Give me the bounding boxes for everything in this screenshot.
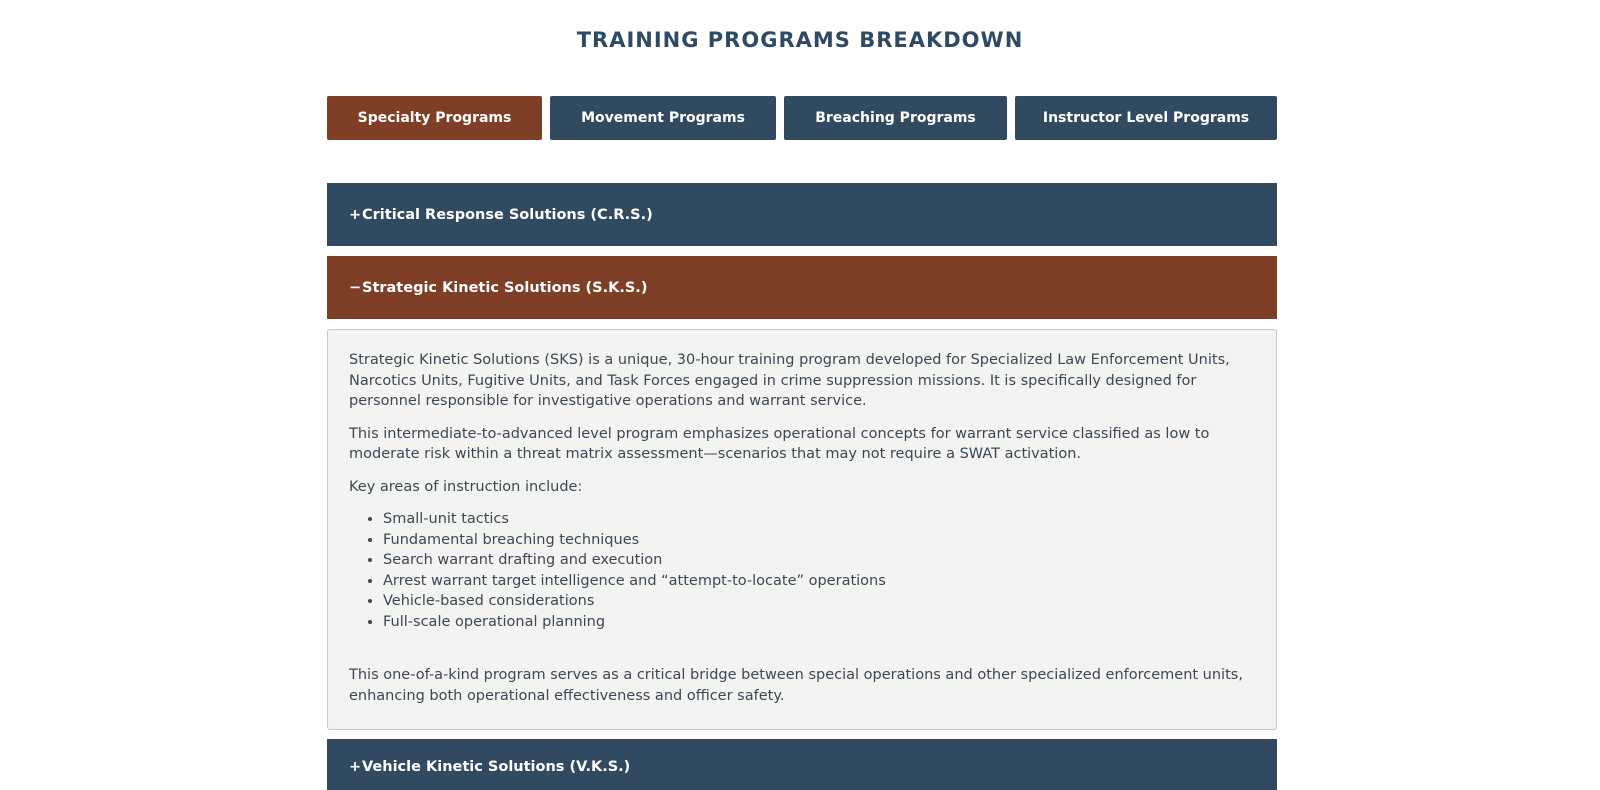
sks-closing-paragraph: This one-of-a-kind program serves as a critical bridge between special operations and other specialized enforcement units, enhancing both operational effectiveness and officer safety. — [349, 667, 1243, 704]
instruction-areas-list — [349, 509, 1244, 632]
sks-description-paragraph: Strategic Kinetic Solutions (SKS) is a unique, 30-hour training program developed for Specialized Law Enforcement Units, Narcotics Units, Fugitive Units, and Task Forces engaged in crime suppression missions. It is specifically designed for personnel responsible for investigative operations and warrant service. — [349, 352, 1230, 409]
tab-breaching-programs[interactable]: Breaching Programs — [784, 96, 1007, 140]
list-item: • Vehicle-based considerations — [383, 591, 1244, 612]
accordion-header-vks[interactable] — [327, 739, 1277, 790]
list-item: • Fundamental breaching techniques — [383, 530, 1244, 551]
page-title: TRAINING PROGRAMS BREAKDOWN — [576, 28, 1024, 52]
accordion-title: Strategic Kinetic Solutions (S.K.S.) — [362, 279, 648, 296]
sks-level-paragraph: This intermediate-to-advanced level program emphasizes operational concepts for warrant service classified as low to moderate risk within a threat matrix assessment—scenarios that may not require a SWAT activation. — [349, 425, 1210, 462]
accordion-title: Vehicle Kinetic Solutions (V.K.S.) — [362, 759, 631, 775]
list-item: • Full-scale operational planning — [383, 612, 1244, 633]
list-item: • Arrest warrant target intelligence and “attempt-to-locate” operations — [383, 571, 1244, 592]
list-item: • Small-unit tactics — [383, 509, 1244, 530]
accordion-panel-sks — [327, 329, 1277, 730]
list-item: • Search warrant drafting and execution — [383, 550, 1244, 571]
accordion-header-sks[interactable] — [327, 256, 1277, 319]
accordion-header-crs[interactable] — [327, 183, 1277, 246]
tab-specialty-programs[interactable]: Specialty Programs — [327, 96, 542, 140]
expand-icon: + — [349, 206, 362, 223]
tab-movement-programs[interactable]: Movement Programs — [550, 96, 776, 140]
tab-instructor-level-programs[interactable]: Instructor Level Programs — [1015, 96, 1277, 140]
collapse-icon: − — [349, 279, 362, 296]
expand-icon: + — [349, 759, 362, 775]
accordion-title: Critical Response Solutions (C.R.S.) — [362, 206, 653, 223]
instruction-list-intro: Key areas of instruction include: — [349, 478, 583, 495]
